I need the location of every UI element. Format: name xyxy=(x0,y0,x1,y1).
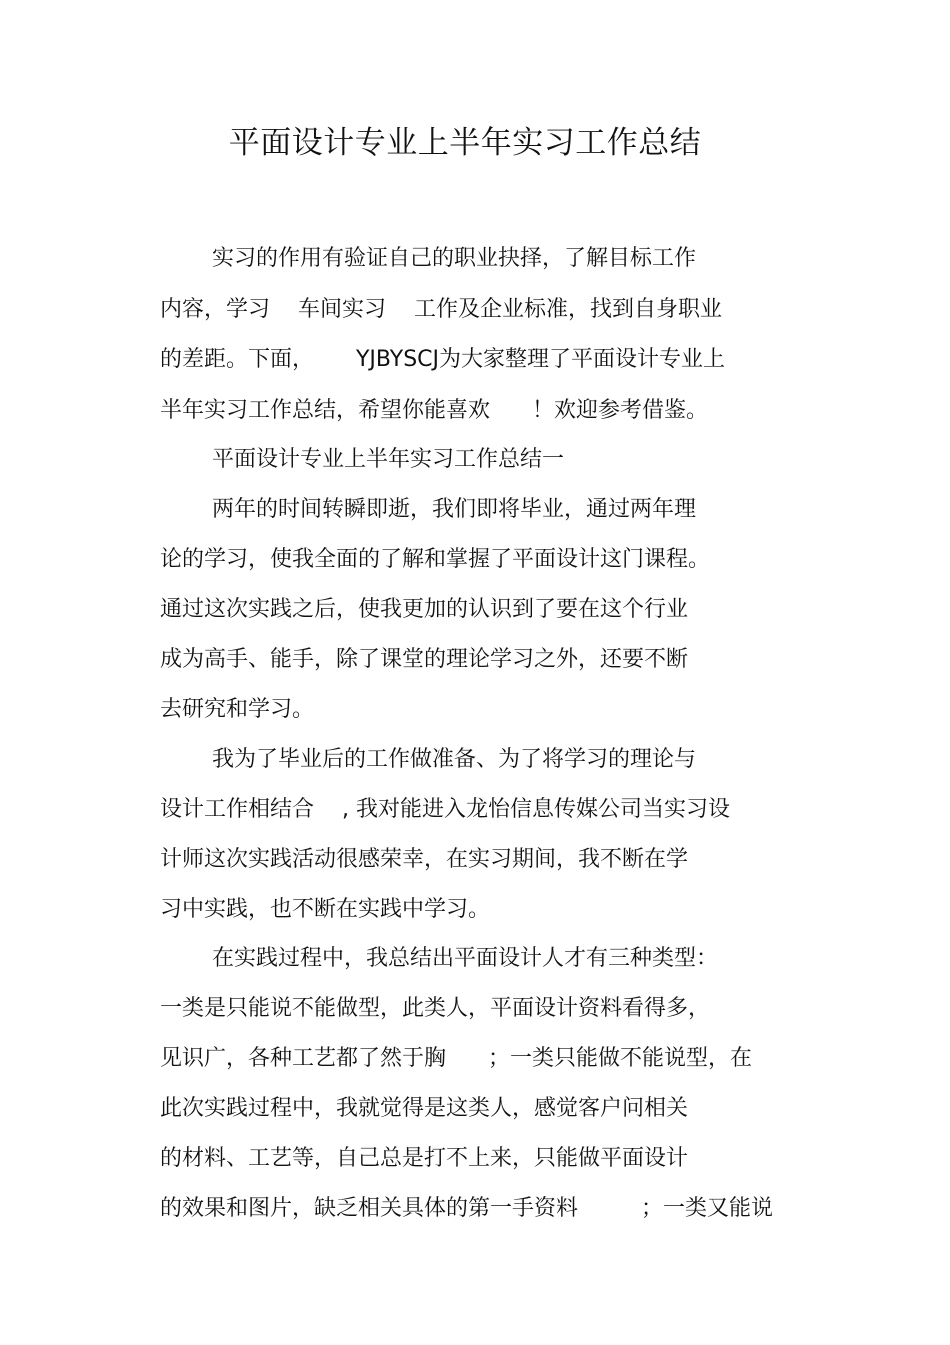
paragraph-line: 习中实践，也不断在实践中学习。 xyxy=(160,897,491,922)
section-heading: 平面设计专业上半年实习工作总结一 xyxy=(212,447,565,472)
paragraph-line: 内容，学习 车间实习 工作及企业标准，找到自身职业 xyxy=(160,297,722,322)
paragraph-line: 计师这次实践活动很感荣幸，在实习期间，我不断在学 xyxy=(160,847,689,872)
paragraph-line: 的差距。下面， YJBYSCJ为大家整理了平面设计专业上 xyxy=(160,347,726,372)
paragraph-line: 去研究和学习。 xyxy=(160,697,315,722)
paragraph-line: 一类是只能说不能做型，此类人，平面设计资料看得多， xyxy=(160,996,711,1021)
paragraph-line: 成为高手、能手，除了课堂的理论学习之外，还要不断 xyxy=(160,647,689,672)
paragraph-line: 的材料、工艺等，自己总是打不上来，只能做平面设计 xyxy=(160,1146,689,1171)
paragraph-line: 设计工作相结合 , 我对能进入龙怡信息传媒公司当实习设 xyxy=(160,797,730,822)
paragraph-line: 论的学习，使我全面的了解和掌握了平面设计这门课程。 xyxy=(160,547,711,572)
paragraph-line: 此次实践过程中，我就觉得是这类人，感觉客户问相关 xyxy=(160,1096,689,1121)
paragraph-line: 的效果和图片，缺乏相关具体的第一手资料 ；一类又能说 xyxy=(160,1196,773,1221)
document-title: 平面设计专业上半年实习工作总结 xyxy=(228,125,702,161)
paragraph-line: 两年的时间转瞬即逝，我们即将毕业，通过两年理 xyxy=(212,497,697,522)
paragraph-line: 通过这次实践之后，使我更加的认识到了要在这个行业 xyxy=(160,597,689,622)
paragraph-line: 实习的作用有验证自己的职业抉择，了解目标工作 xyxy=(212,246,697,271)
paragraph-line: 我为了毕业后的工作做准备、为了将学习的理论与 xyxy=(212,747,697,772)
paragraph-line: 见识广，各种工艺都了然于胸 ；一类只能做不能说型，在 xyxy=(160,1046,752,1071)
paragraph-line: 半年实习工作总结，希望你能喜欢 ！欢迎参考借鉴。 xyxy=(160,398,708,423)
paragraph-line: 在实践过程中，我总结出平面设计人才有三种类型： xyxy=(212,946,719,971)
